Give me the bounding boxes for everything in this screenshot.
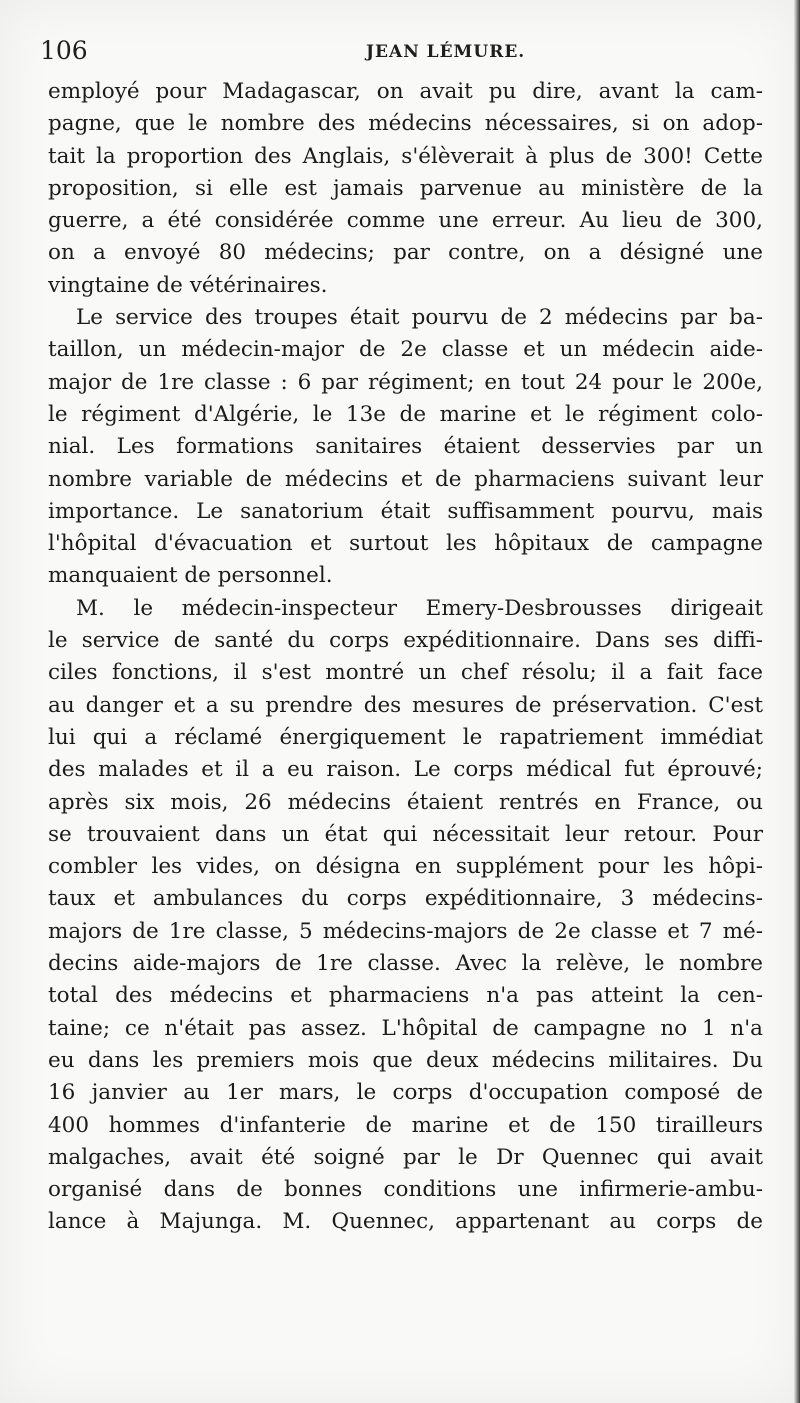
text-line: ciles fonctions, il s'est montré un chef résolu; il a fait face bbox=[48, 660, 763, 686]
text-line: organisé dans de bonnes conditions une infirmerie-ambu- bbox=[48, 1177, 763, 1203]
text-line: nial. Les formations sanitaires étaient desservies par un bbox=[48, 434, 763, 460]
page-header bbox=[40, 36, 760, 66]
text-line: lance à Majunga. M. Quennec, appartenant au corps de bbox=[48, 1209, 763, 1235]
text-line: des malades et il a eu raison. Le corps médical fut éprouvé; bbox=[48, 757, 763, 783]
text-line: malgaches, avait été soigné par le Dr Quennec qui avait bbox=[48, 1144, 763, 1170]
text-line: Le service des troupes était pourvu de 2 médecins par ba- bbox=[76, 305, 763, 331]
text-line: vingtaine de vétérinaires. bbox=[48, 272, 328, 298]
text-line: taine; ce n'était pas assez. L'hôpital de campagne no 1 n'a bbox=[48, 1015, 763, 1041]
text-line: le régiment d'Algérie, le 13e de marine et le régiment colo- bbox=[48, 401, 763, 427]
text-line: manquaient de personnel. bbox=[48, 563, 333, 589]
text-line: après six mois, 26 médecins étaient rentrés en France, ou bbox=[48, 789, 763, 815]
text-line: taux et ambulances du corps expéditionnaire, 3 médecins- bbox=[48, 886, 763, 912]
text-line: tait la proportion des Anglais, s'élèverait à plus de 300! Cette bbox=[48, 143, 763, 169]
text-line: au danger et a su prendre des mesures de préservation. C'est bbox=[48, 692, 763, 718]
text-line: 16 janvier au 1er mars, le corps d'occupation composé de bbox=[48, 1080, 763, 1106]
page-edge-shadow bbox=[794, 0, 800, 1403]
text-line: proposition, si elle est jamais parvenue au ministère de la bbox=[48, 175, 763, 201]
text-line: l'hôpital d'évacuation et surtout les hôpitaux de campagne bbox=[48, 531, 763, 557]
text-line: M. le médecin-inspecteur Emery-Desbrousses dirigeait bbox=[76, 595, 763, 621]
text-line: lui qui a réclamé énergiquement le rapatriement immédiat bbox=[48, 724, 763, 750]
text-line: majors de 1re classe, 5 médecins-majors de 2e classe et 7 mé- bbox=[48, 918, 763, 944]
text-line: pagne, que le nombre des médecins nécessaires, si on adop- bbox=[48, 111, 763, 137]
text-line: guerre, a été considérée comme une erreur. Au lieu de 300, bbox=[48, 208, 763, 234]
page-number: 106 bbox=[40, 36, 88, 65]
text-line: importance. Le sanatorium était suffisamment pourvu, mais bbox=[48, 498, 763, 524]
text-line: se trouvaient dans un état qui nécessitait leur retour. Pour bbox=[48, 821, 763, 847]
text-line: on a envoyé 80 médecins; par contre, on a désigné une bbox=[48, 240, 763, 266]
text-line: employé pour Madagascar, on avait pu dire, avant la cam- bbox=[48, 79, 763, 104]
text-line: total des médecins et pharmaciens n'a pas atteint la cen- bbox=[48, 983, 763, 1009]
text-line: major de 1re classe : 6 par régiment; en tout 24 pour le 200e, bbox=[48, 369, 763, 395]
text-line: decins aide-majors de 1re classe. Avec la relève, le nombre bbox=[48, 951, 763, 977]
text-line: le service de santé du corps expéditionnaire. Dans ses diffi- bbox=[48, 628, 763, 654]
text-line: eu dans les premiers mois que deux médecins militaires. Du bbox=[48, 1047, 763, 1073]
text-line: combler les vides, on désigna en supplément pour les hôpi- bbox=[48, 854, 763, 880]
text-line: taillon, un médecin-major de 2e classe et un médecin aide- bbox=[48, 337, 763, 363]
body-text bbox=[48, 76, 763, 1239]
text-line: 400 hommes d'infanterie de marine et de 150 tirailleurs bbox=[48, 1112, 763, 1138]
running-title: JEAN LÉMURE. bbox=[366, 42, 526, 62]
text-line: nombre variable de médecins et de pharmaciens suivant leur bbox=[48, 466, 763, 492]
